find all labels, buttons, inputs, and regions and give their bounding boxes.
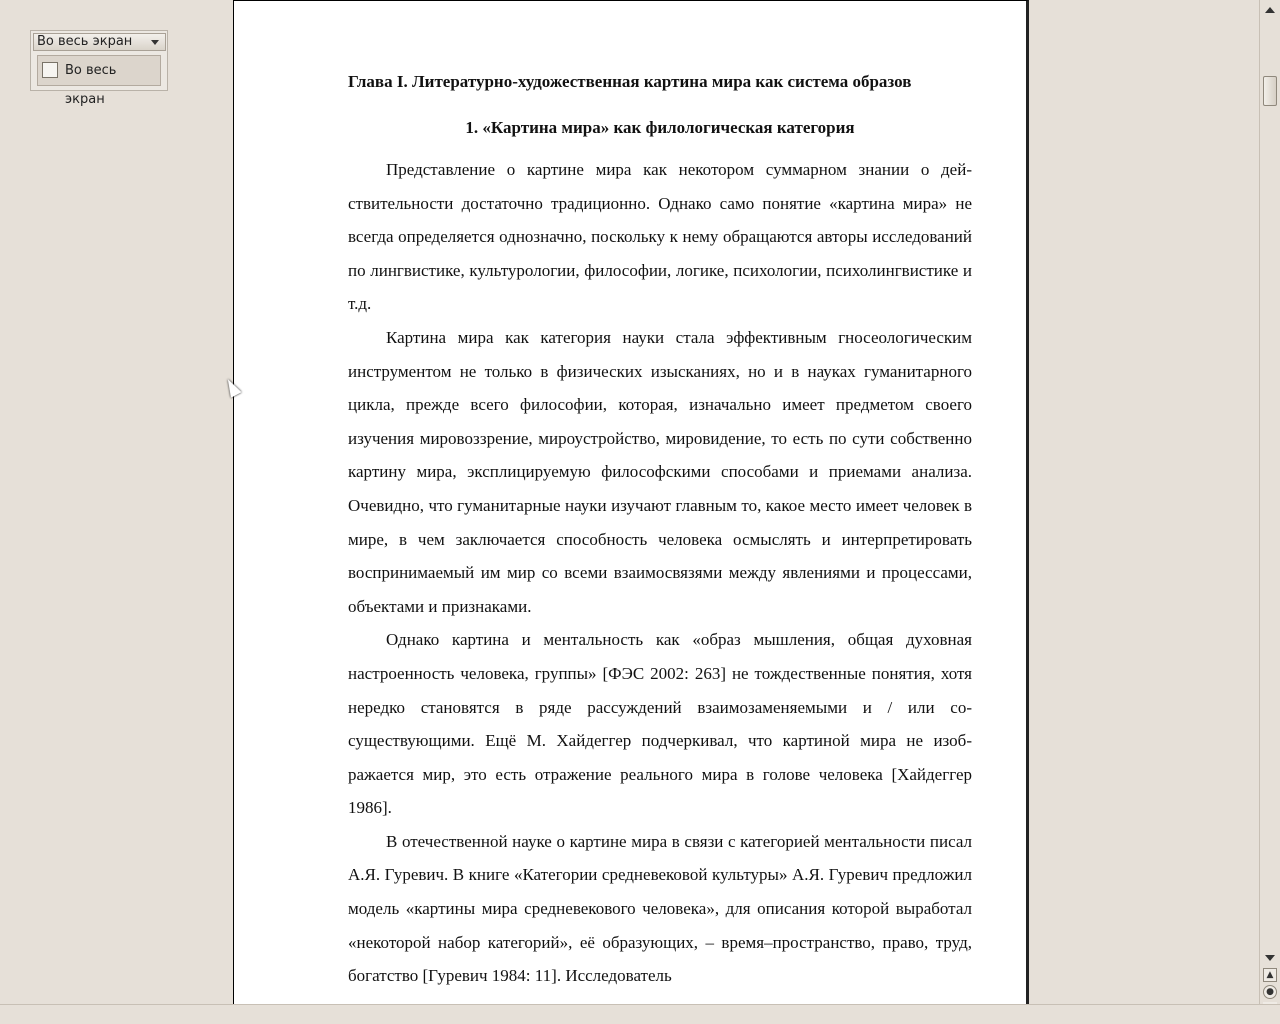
- full-screen-button-label: Во весь экран: [65, 63, 117, 107]
- full-screen-icon: [42, 62, 58, 78]
- page-content: [348, 69, 972, 993]
- paragraph: В отечественной науке о картине мира в связи с категорией ментальности писал А.Я. Гуревич. В книге «Категории средневековой культуры» А.Я. Гуревич предложил модель «картины мира средневекового человека», для описания которой выработал «некоторой набор категорий», её образующих, – время–пространство, право, труд, богатство [Гуревич 1984: 11]. Исследователь: [348, 831, 972, 986]
- select-browse-object-icon[interactable]: ●: [1263, 985, 1277, 999]
- scrollbar-thumb[interactable]: [1263, 76, 1277, 106]
- paragraph: Представление о картине мира как некотором суммарном знании о действительности достаточно традиционно. Однако само понятие «картина мира» не всегда определяется однозначно, поскольку к нему обращаются авторы исследований по лингвистике, культурологии, философии, логике, психологии, психолингвистике и т.д.: [348, 160, 972, 314]
- full-screen-toolbar: [30, 30, 168, 107]
- chapter-title: Глава I. Литературно-художественная картина мира как система образов: [348, 72, 912, 91]
- scroll-up-icon[interactable]: [1264, 4, 1276, 16]
- document-page[interactable]: [233, 0, 1029, 1004]
- toolbar-title-bar[interactable]: [33, 33, 166, 51]
- toolbar-title: Во весь экран: [37, 34, 133, 49]
- vertical-scrollbar[interactable]: [1259, 0, 1280, 1004]
- paragraph: Однако картина и ментальность как «образ мышления, общая духовная настроенность человека, группы» [ФЭС 2002: 263] не тождественные понятия, хотя нередко становятся в ряде рассуждений взаимозаменяемыми и / или сосуществующими. Ещё М. Хайдеггер подчеркивал, что картиной мира не изображается мир, это есть отражение реального мира в голове человека [Хайдеггер 1986].: [348, 630, 972, 818]
- section-title: 1. «Картина мира» как филологическая категория: [465, 118, 855, 137]
- chevron-down-icon[interactable]: [151, 40, 159, 45]
- paragraph: Картина мира как категория науки стала эффективным гносеологическим инструментом не только в физических изысканиях, но и в науках гуманитарного цикла, прежде всего философии, которая, изначально имеет предметом своего изучения мировоззрение, мироустройство, мировидение, то есть по сути собственно картину мира, эксплицируемую философскими способами и приемами анализа. Очевидно, что гуманитарные науки изучают главным то, какое место имеет человек в мире, в чем заключается способность человека осмыслять и интерпретировать воспринимаемый им мир со всеми взаимосвязями между явлениями и процессами, объектами и признаками.: [348, 327, 972, 616]
- page-up-icon[interactable]: ▲: [1263, 968, 1277, 982]
- scroll-down-icon[interactable]: [1264, 952, 1276, 964]
- horizontal-scrollbar[interactable]: [0, 1004, 1280, 1024]
- full-screen-button[interactable]: [37, 55, 161, 107]
